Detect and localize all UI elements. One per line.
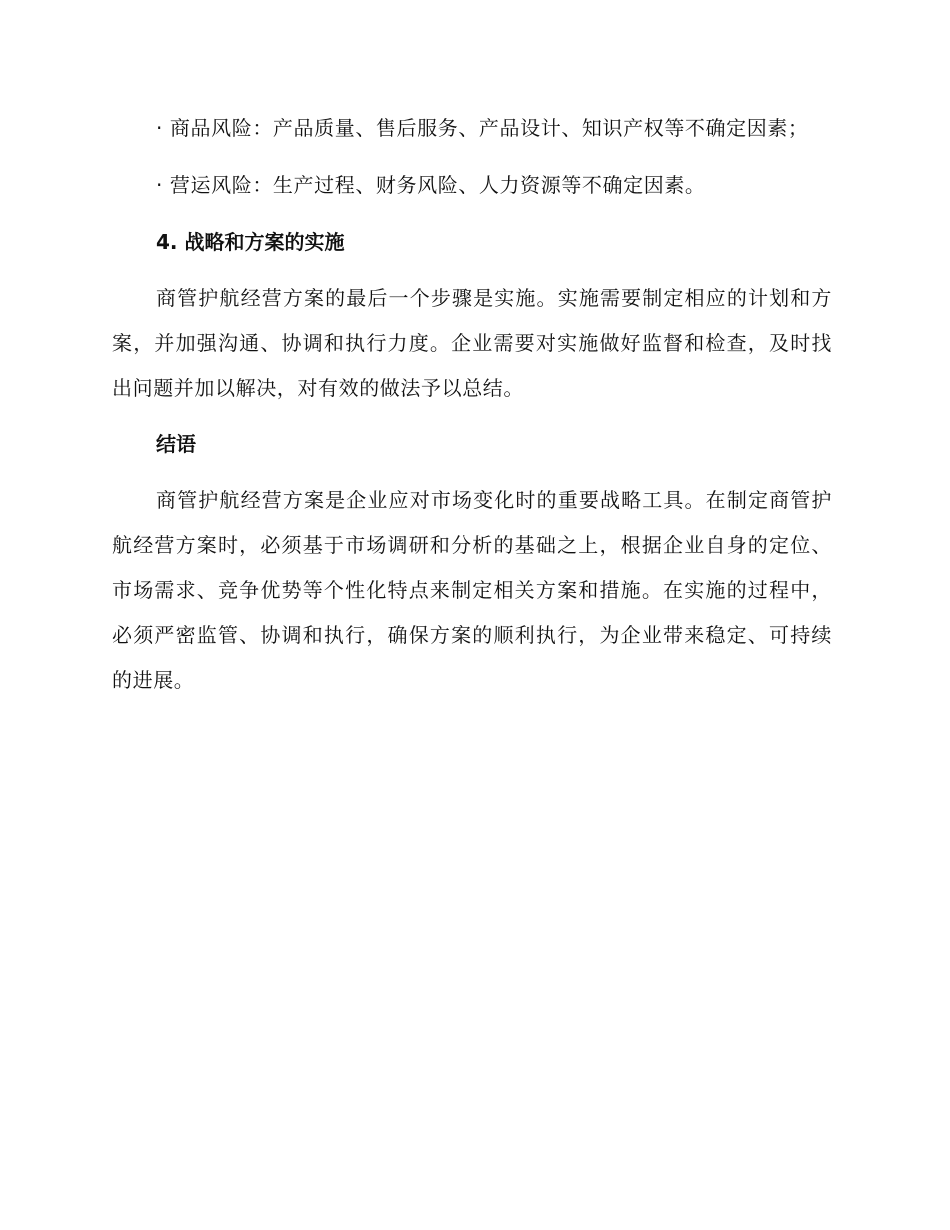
conclusion-heading: 结语 (156, 432, 196, 456)
bullet-operation-risk: · 营运风险：生产过程、财务风险、人力资源等不确定因素。 (156, 173, 706, 197)
bullet-product-risk: · 商品风险：产品质量、售后服务、产品设计、知识产权等不确定因素； (156, 116, 809, 140)
section-4-heading: 4. 战略和方案的实施 (156, 230, 345, 254)
conclusion-paragraph: 商管护航经营方案是企业应对市场变化时的重要战略工具。在制定商管护航经营方案时，必须基于市场调研和分析的基础之上，根据企业自身的定位、市场需求、竞争优势等个性化特点来制定相关方案和措施。在实施的过程中，必须严密监管、协调和执行，确保方案的顺利执行，为企业带来稳定、可持续的进展。 (112, 488, 832, 692)
document-page (112, 106, 832, 714)
section-4-paragraph: 商管护航经营方案的最后一个步骤是实施。实施需要制定相应的计划和方案，并加强沟通、协调和执行力度。企业需要对实施做好监督和检查，及时找出问题并加以解决，对有效的做法予以总结。 (112, 286, 832, 400)
